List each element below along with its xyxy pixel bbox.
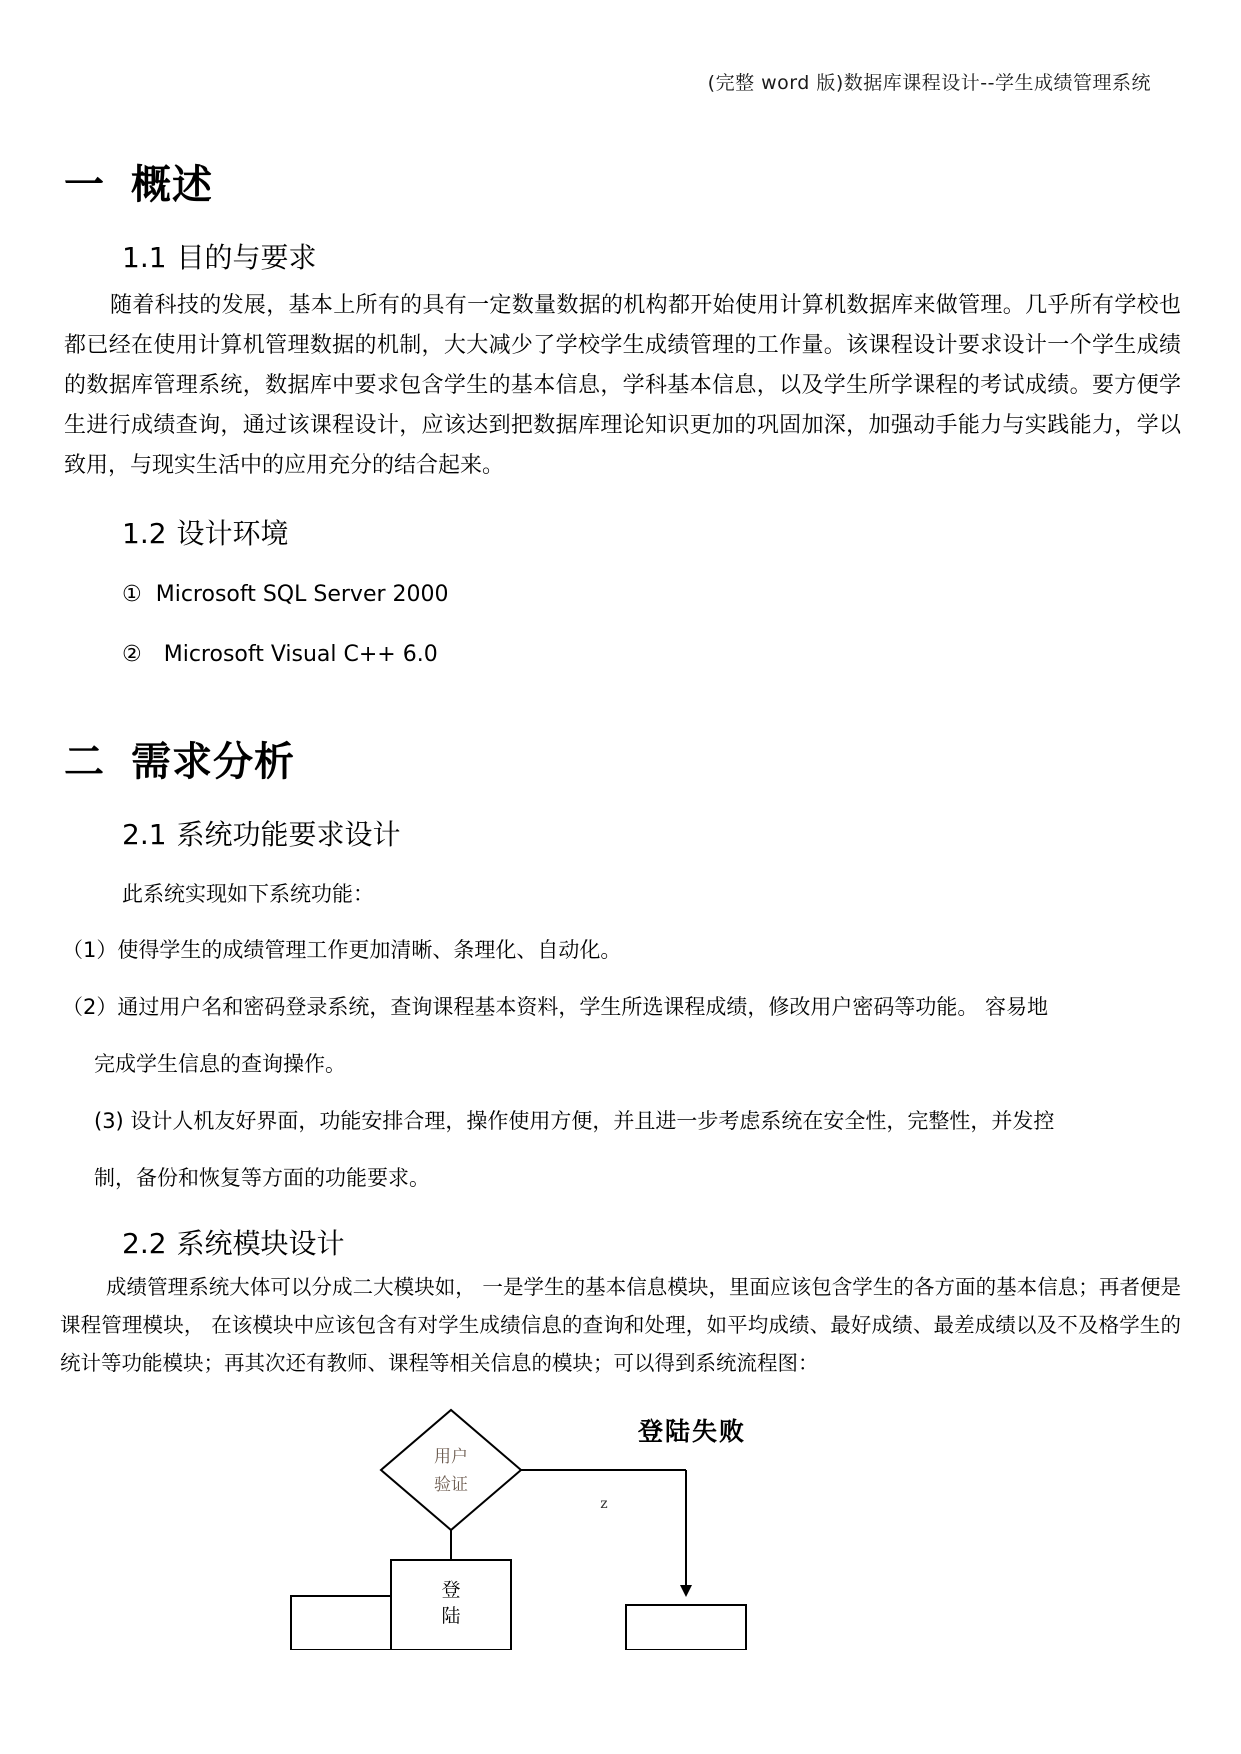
running-header: (完整 word 版)数据库课程设计--学生成绩管理系统 — [707, 72, 1151, 94]
list-item — [60, 578, 1181, 612]
flowchart — [60, 1400, 1181, 1660]
heading-2-2-number: 2.2 — [122, 1227, 167, 1260]
heading-2-number: 二 — [64, 739, 105, 785]
heading-2-2-title: 系统模块设计 — [176, 1227, 345, 1260]
list-marker: ① — [122, 582, 142, 607]
heading-section-1 — [60, 153, 1181, 210]
paragraph-2-2: 成绩管理系统大体可以分成二大模块如， 一是学生的基本信息模块，里面应该包含学生的各方面的基本信息；再者便是课程管理模块， 在该模块中应该包含有对学生成绩信息的查询和处理，如平均成绩、最好成绩、最差成绩以及不及格学生的统计等功能模块；再其次还有教师、课程等相关信息的模块；可以得到系统流程图： — [60, 1275, 1181, 1375]
paragraph-2-1-item-1: （1）使得学生的成绩管理工作更加清晰、条理化、自动化。 — [62, 938, 622, 962]
paragraph-2-1-lead: 此系统实现如下系统功能： — [122, 882, 374, 906]
heading-1-2-number: 1.2 — [122, 517, 167, 550]
heading-1-number: 一 — [64, 162, 105, 208]
heading-1-title: 概述 — [131, 162, 213, 208]
list-marker: ② — [122, 642, 142, 667]
login-box-label-line2: 陆 — [440, 1605, 461, 1627]
paragraph-2-1-item-3: (3) 设计人机友好界面，功能安排合理，操作使用方便，并且进一步考虑系统在安全性，完整性，并发控 — [94, 1109, 1055, 1133]
left-box — [291, 1596, 391, 1650]
heading-1-1-title: 目的与要求 — [176, 241, 317, 274]
decision-label-line2: 验证 — [433, 1475, 468, 1495]
flowchart-svg — [271, 1400, 971, 1650]
paragraph-2-1-item-2-cont: 完成学生信息的查询操作。 — [94, 1052, 346, 1076]
paragraph-1-1: 随着科技的发展，基本上所有的具有一定数量数据的机构都开始使用计算机数据库来做管理。几乎所有学校也都已经在使用计算机管理数据的机制，大大减少了学校学生成绩管理的工作量。该课程设计要求设计一个学生成绩的数据库管理系统，数据库中要求包含学生的基本信息，学科基本信息，以及学生所学课程的考试成绩。要方便学生进行成绩查询，通过该课程设计，应该达到把数据库理论知识更加的巩固加深，加强动手能力与实践能力，学以致用，与现实生活中的应用充分的结合起来。 — [64, 293, 1181, 478]
arrowhead-right — [680, 1585, 692, 1597]
heading-1-2 — [60, 512, 1181, 552]
list-item-text: Microsoft SQL Server 2000 — [155, 582, 449, 607]
heading-2-1-title: 系统功能要求设计 — [176, 818, 401, 851]
heading-2-title: 需求分析 — [131, 739, 295, 785]
list-item — [60, 638, 1181, 672]
list-item-text: Microsoft Visual C++ 6.0 — [163, 642, 438, 667]
decision-label-line1: 用户 — [433, 1447, 468, 1467]
heading-1-2-title: 设计环境 — [176, 517, 289, 550]
heading-1-1 — [60, 236, 1181, 276]
login-box-label-line1: 登 — [440, 1579, 461, 1601]
decision-diamond — [381, 1410, 521, 1530]
edge-label: z — [599, 1496, 608, 1512]
paragraph-2-1-item-2: （2）通过用户名和密码登录系统，查询课程基本资料，学生所选课程成绩，修改用户密码等功能。 容易地 — [62, 995, 1049, 1019]
heading-2-1 — [60, 813, 1181, 853]
flowchart-fail-label: 登陆失败 — [638, 1417, 747, 1446]
paragraph-2-1-item-3-cont: 制，备份和恢复等方面的功能要求。 — [94, 1166, 430, 1190]
right-bottom-box — [626, 1605, 746, 1650]
heading-section-2 — [60, 730, 1181, 787]
heading-1-1-number: 1.1 — [122, 241, 167, 274]
heading-2-1-number: 2.1 — [122, 818, 167, 851]
heading-2-2 — [60, 1222, 1181, 1262]
